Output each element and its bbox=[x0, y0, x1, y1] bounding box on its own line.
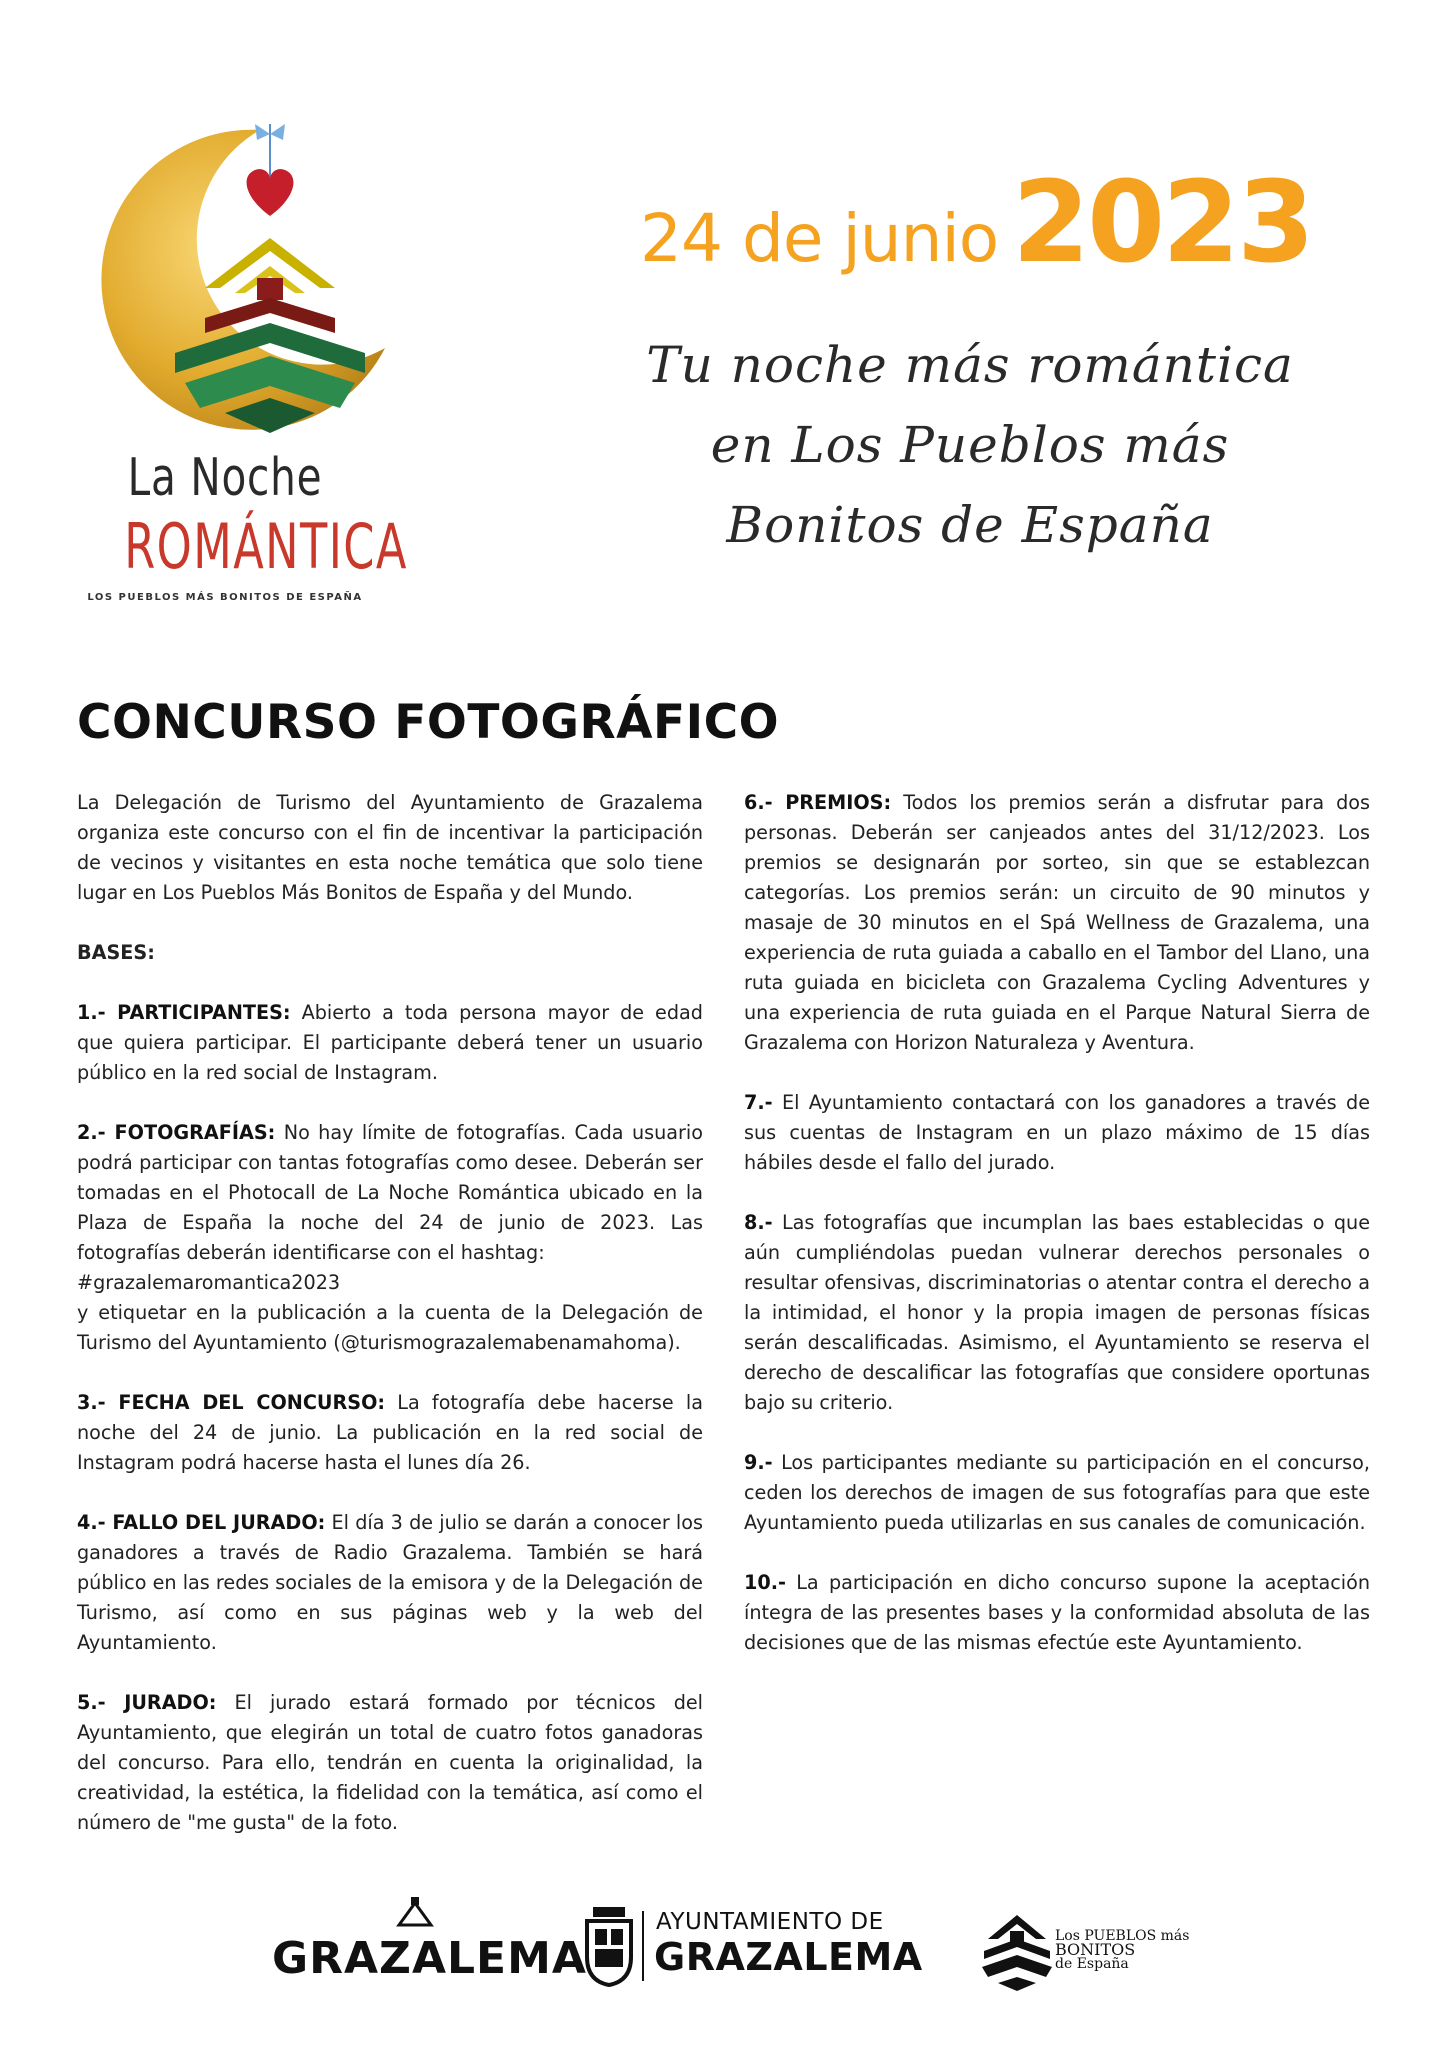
section-heading: 1.- PARTICIPANTES: bbox=[77, 1001, 291, 1024]
logo-line-2: ROMÁNTICA bbox=[124, 510, 408, 583]
logo-line-3: LOS PUEBLOS MÁS BONITOS DE ESPAÑA bbox=[87, 592, 363, 603]
section-8 bbox=[744, 1208, 1370, 1418]
section-7 bbox=[744, 1088, 1370, 1178]
section-body-continued: y etiquetar en la publicación a la cuenta de la Delegación de Turismo del Ayuntamiento (@turismograzalemabenamahoma). bbox=[77, 1301, 703, 1354]
page-title: CONCURSO FOTOGRÁFICO bbox=[77, 695, 780, 750]
moon-icon bbox=[85, 118, 405, 448]
section-body: La fotografía debe hacerse la noche del 24 de junio. La publicación en la red social de Instagram podrá hacerse hasta el lunes día 26. bbox=[77, 1391, 703, 1474]
section-body: El día 3 de julio se darán a conocer los ganadores a través de Radio Grazalema. También se hará público en las redes sociales de la emisora y de la Delegación de Turismo, así como en sus páginas web y la web del Ayuntamiento. bbox=[77, 1511, 703, 1654]
section-heading: 8.- bbox=[744, 1211, 773, 1234]
pueblos-line-1: Los PUEBLOS más bbox=[1055, 1928, 1190, 1944]
tagline-line-2: en Los Pueblos más bbox=[710, 416, 1230, 474]
section-body: Las fotografías que incumplan las baes establecidas o que aún cumpliéndolas puedan vulnerar derechos personales o resultar ofensivas, discriminatorias o atentar contra el derecho a la intimidad, el honor y la propia imagen de personas físicas serán descalificadas. Asimismo, el Ayuntamiento se reserva el derecho de descalificar las fotografías que considere oportunas bajo su criterio. bbox=[744, 1211, 1370, 1414]
section-body: Los participantes mediante su participación en el concurso, ceden los derechos de imagen de sus fotografías para que este Ayuntamiento pueda utilizarlas en sus canales de comunicación. bbox=[744, 1451, 1370, 1534]
section-9 bbox=[744, 1448, 1370, 1538]
intro-paragraph: La Delegación de Turismo del Ayuntamiento de Grazalema organiza este concurso con el fin de incentivar la participación de vecinos y visitantes en esta noche temática que solo tiene lugar en Los Pueblos Más Bonitos de España y del Mundo. bbox=[77, 791, 703, 904]
grazalema-logo-text: GRAZALEMA bbox=[272, 1933, 587, 1984]
noche-romantica-logo bbox=[85, 118, 408, 618]
section-fecha bbox=[77, 1388, 703, 1478]
section-premios bbox=[744, 788, 1370, 1058]
section-jurado bbox=[77, 1688, 703, 1838]
pueblos-bonitos-text bbox=[1055, 1929, 1189, 1971]
section-body: Todos los premios serán a disfrutar para dos personas. Deberán ser canjeados antes del 31/12/2023. Los premios se designarán por sorteo, sin que se establezcan categorías. Los premios serán: un circuito de 90 minutos y masaje de 30 minutos en el Spá Wellness de Grazalema, una experiencia de ruta guiada a caballo en el Tambor del Llano, una ruta guiada en bicicleta con Grazalema Cycling Adventures y una experiencia de ruta guiada en el Parque Natural Sierra de Grazalema con Horizon Naturaleza y Aventura. bbox=[744, 791, 1371, 1054]
bases-heading: BASES: bbox=[77, 941, 155, 964]
pueblos-bonitos-icon bbox=[980, 1907, 1055, 1992]
section-fallo bbox=[77, 1508, 703, 1658]
date-day-month: 24 de junio bbox=[640, 200, 999, 277]
section-heading: 5.- JURADO: bbox=[77, 1691, 217, 1714]
pueblos-line-2: BONITOS bbox=[1055, 1940, 1136, 1959]
tagline bbox=[620, 325, 1320, 565]
grazalema-houses-icon bbox=[395, 1895, 435, 1935]
section-body: El Ayuntamiento contactará con los ganadores a través de sus cuentas de Instagram en un plazo máximo de 15 días hábiles desde el fallo del jurado. bbox=[744, 1091, 1370, 1174]
right-column bbox=[744, 788, 1370, 1688]
date-year: 2023 bbox=[1012, 158, 1312, 288]
ayuntamiento-line-2: GRAZALEMA bbox=[654, 1935, 923, 1979]
shield-icon bbox=[585, 1907, 633, 1987]
section-10 bbox=[744, 1568, 1370, 1658]
section-heading: 2.- FOTOGRAFÍAS: bbox=[77, 1121, 276, 1144]
left-column bbox=[77, 788, 703, 1868]
tagline-line-3: Bonitos de España bbox=[726, 496, 1214, 554]
section-heading: 3.- FECHA DEL CONCURSO: bbox=[77, 1391, 386, 1414]
section-heading: 10.- bbox=[744, 1571, 786, 1594]
event-date bbox=[640, 158, 1360, 288]
section-heading: 9.- bbox=[744, 1451, 773, 1474]
hashtag: #grazalemaromantica2023 bbox=[77, 1271, 341, 1294]
section-fotografias bbox=[77, 1118, 703, 1358]
tagline-line-1: Tu noche más romántica bbox=[646, 336, 1294, 394]
section-body: El jurado estará formado por técnicos del Ayuntamiento, que elegirán un total de cuatro fotos ganadoras del concurso. Para ello, tendrán en cuenta la originalidad, la creatividad, la estética, la fidelidad con la temática, así como el número de "me gusta" de la foto. bbox=[77, 1691, 704, 1834]
section-heading: 6.- PREMIOS: bbox=[744, 791, 892, 814]
footer-divider bbox=[642, 1911, 644, 1981]
ayuntamiento-line-1: AYUNTAMIENTO DE bbox=[656, 1909, 884, 1935]
pueblos-line-3: de España bbox=[1055, 1956, 1129, 1972]
section-heading: 7.- bbox=[744, 1091, 773, 1114]
section-participantes bbox=[77, 998, 703, 1088]
section-body: La participación en dicho concurso supone la aceptación íntegra de las presentes bases y la conformidad absoluta de las decisiones que de las mismas efectúe este Ayuntamiento. bbox=[744, 1571, 1370, 1654]
section-body: Abierto a toda persona mayor de edad que quiera participar. El participante deberá tener un usuario público en la red social de Instagram. bbox=[77, 1001, 703, 1084]
section-body: No hay límite de fotografías. Cada usuario podrá participar con tantas fotografías como desee. Deberán ser tomadas en el Photocall de La Noche Romántica ubicado en la Plaza de España la noche del 24 de junio de 2023. Las fotografías deberán identificarse con el hashtag: bbox=[77, 1121, 703, 1264]
logo-line-1: La Noche bbox=[127, 448, 323, 508]
section-heading: 4.- FALLO DEL JURADO: bbox=[77, 1511, 326, 1534]
footer-logos bbox=[0, 1895, 1448, 2005]
